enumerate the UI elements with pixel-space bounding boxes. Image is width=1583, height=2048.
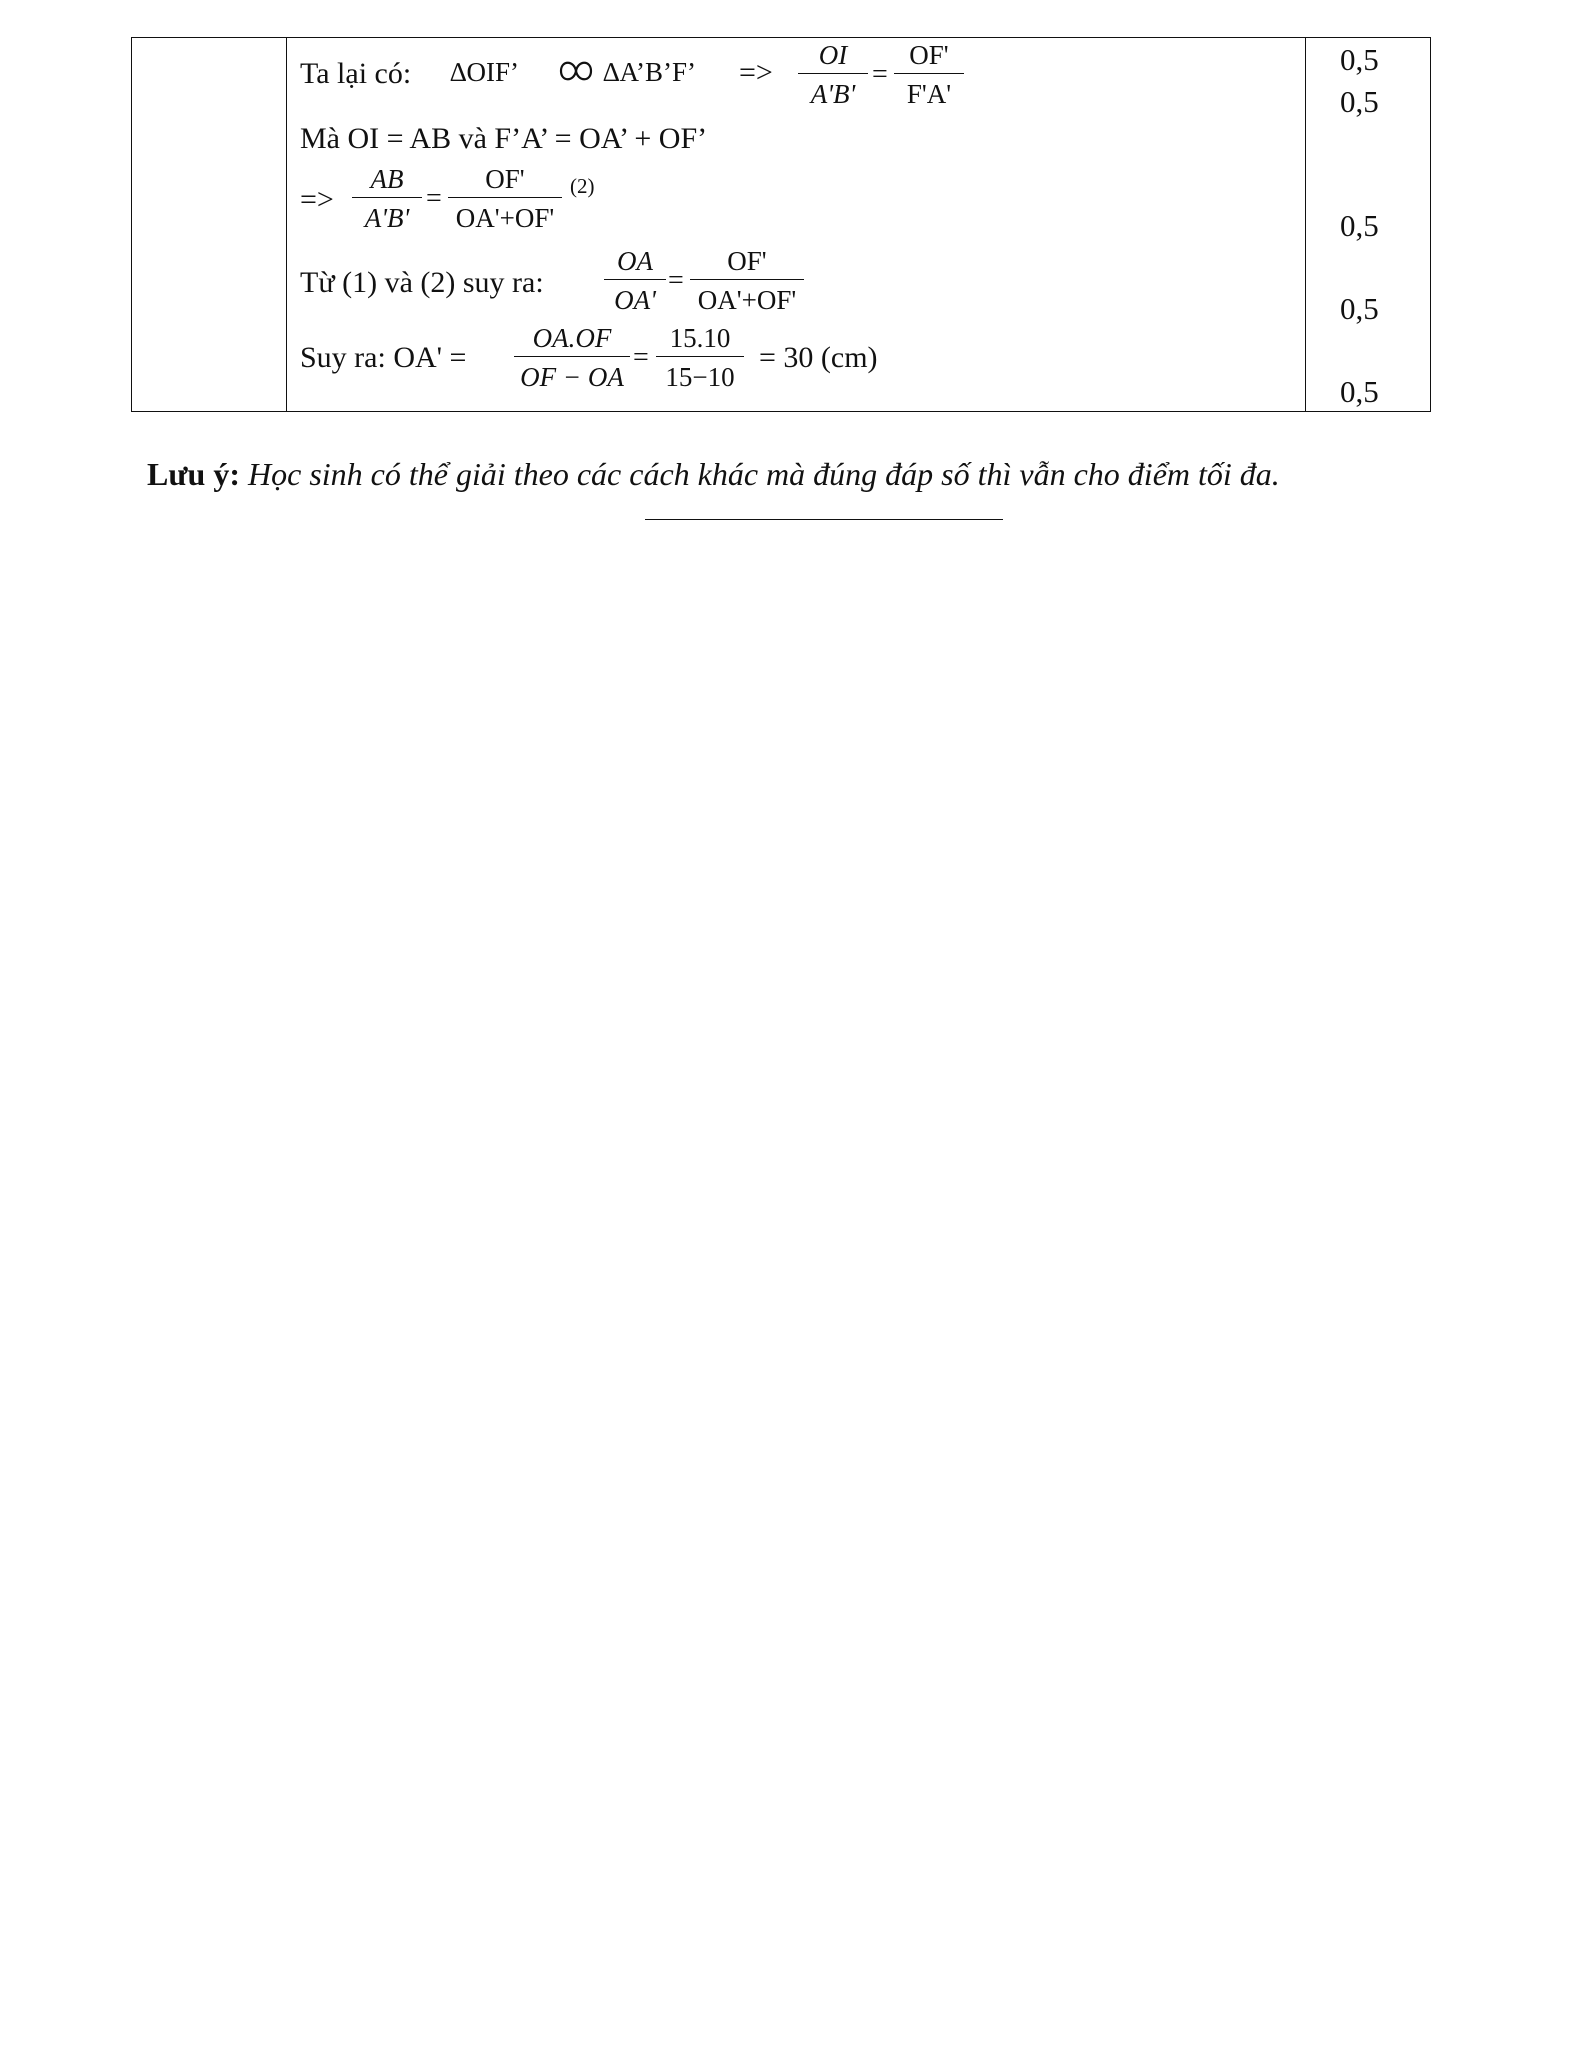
score-5: 0,5: [1340, 374, 1379, 409]
line1-fraction-left: [798, 42, 868, 108]
line1-fraction-right: [894, 42, 964, 108]
line4-equals: =: [668, 265, 684, 296]
column-divider-right: [1305, 38, 1306, 411]
line1-equals: =: [872, 59, 888, 90]
line4-fraction-left-denominator: OA': [614, 285, 656, 315]
score-2: 0,5: [1340, 84, 1379, 119]
end-divider: [645, 519, 1003, 520]
line1-fraction-left-numerator: OI: [798, 42, 868, 74]
line1-fraction-right-denominator: F'A': [906, 79, 952, 109]
line3-fraction-right-numerator: OF': [448, 166, 562, 198]
line3-fraction-right: [448, 166, 562, 232]
line5-fraction-right-denominator: 15−10: [665, 362, 735, 392]
column-divider-left: [286, 38, 287, 411]
note-text: Học sinh có thể giải theo các cách khác mà đúng đáp số thì vẫn cho điểm tối đa.: [248, 456, 1280, 492]
line4-fraction-left-numerator: OA: [604, 248, 666, 280]
line4-fraction-left: [604, 248, 666, 314]
line5-fraction-left-numerator: OA.OF: [514, 325, 630, 357]
line5-lead: Suy ra: OA' =: [300, 341, 467, 374]
line5-fraction-right: [656, 325, 744, 391]
line1-lead: Ta lại có:: [300, 57, 412, 90]
line4-fraction-right: [690, 248, 804, 314]
line1-arrow: =>: [739, 56, 773, 89]
line1-triangle-2: ∆A’B’F’: [603, 57, 697, 87]
line5-result: = 30 (cm): [759, 341, 878, 374]
equation-tag-2: (2): [570, 174, 595, 198]
line1-fraction-left-denominator: A'B': [810, 79, 856, 109]
line1-fraction-right-numerator: OF': [894, 42, 964, 74]
similarity-symbol-icon: [558, 56, 594, 86]
line5-equals: =: [633, 342, 649, 373]
line4-lead: Từ (1) và (2) suy ra:: [300, 266, 544, 299]
line5-fraction-left-denominator: OF − OA: [520, 362, 624, 392]
score-3: 0,5: [1340, 208, 1379, 243]
answer-table: [131, 37, 1431, 412]
line5-fraction-right-numerator: 15.10: [656, 325, 744, 357]
grading-note: [147, 458, 1280, 490]
score-1: 0,5: [1340, 42, 1379, 77]
line3-fraction-left: [352, 166, 422, 232]
line3-fraction-left-numerator: AB: [352, 166, 422, 198]
line2-text: Mà OI = AB và F’A’ = OA’ + OF’: [300, 122, 708, 155]
line4-fraction-right-denominator: OA'+OF': [697, 285, 797, 315]
line3-fraction-right-denominator: OA'+OF': [455, 203, 555, 233]
line3-fraction-left-denominator: A'B': [364, 203, 410, 233]
line4-fraction-right-numerator: OF': [690, 248, 804, 280]
line3-arrow: =>: [300, 183, 334, 216]
line5-fraction-left: [514, 325, 630, 391]
score-4: 0,5: [1340, 291, 1379, 326]
note-label: Lưu ý:: [147, 456, 240, 492]
line3-equals: =: [426, 183, 442, 214]
line1-triangle-1: ∆OIF’: [450, 57, 520, 87]
